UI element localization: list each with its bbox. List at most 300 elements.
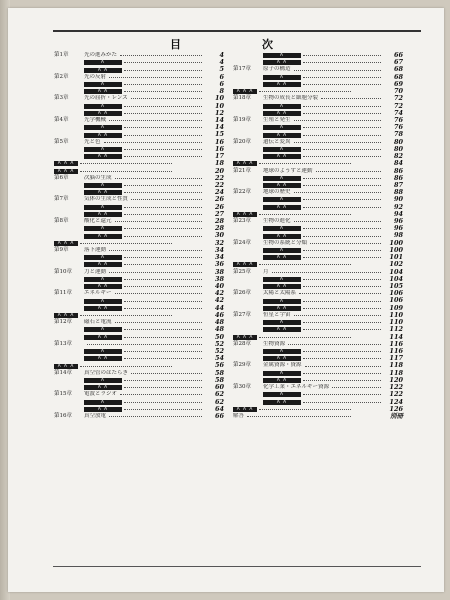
level-bar-single: A: [84, 277, 122, 282]
level-bar-double: A A: [263, 255, 301, 260]
toc-entry: [233, 247, 403, 254]
dot-leader: [115, 322, 202, 323]
toc-entry: [54, 391, 224, 398]
dot-leader: [303, 55, 381, 56]
level-bar-double: A A: [263, 111, 301, 116]
chapter-title: 生物の成長と細胞分裂: [263, 95, 319, 102]
toc-entry: [233, 168, 403, 175]
level-bar-leader: [263, 81, 383, 88]
entry-title-leader: [263, 269, 383, 276]
dot-leader: [321, 98, 381, 99]
page-number: 120: [389, 375, 403, 384]
toc-entry: [54, 131, 224, 138]
toc-entry: [233, 355, 403, 362]
level-bar-double: A A: [263, 378, 301, 383]
dot-leader: [131, 199, 202, 200]
page-number: 10: [214, 101, 224, 110]
dot-leader: [124, 329, 202, 330]
dot-leader: [120, 55, 202, 56]
dot-leader: [124, 264, 202, 265]
chapter-title: 遺伝と変異: [263, 138, 291, 145]
dot-leader: [115, 178, 202, 179]
level-bar-double: A A: [263, 154, 301, 159]
level-bar-single: A: [263, 226, 301, 231]
dot-leader: [303, 358, 381, 359]
entry-title-leader: [263, 117, 383, 124]
dot-leader: [303, 185, 381, 186]
dot-leader: [303, 257, 381, 258]
page-number: 6: [219, 72, 224, 81]
level-bar-leader: [84, 103, 204, 110]
chapter-number: 第13章: [54, 340, 72, 347]
level-bar-leader: [84, 146, 204, 153]
toc-entry: [54, 95, 224, 102]
chapter-number: 第22章: [233, 189, 251, 196]
chapter-number: 第19章: [233, 116, 251, 123]
level-bar-triple: A A A: [54, 364, 78, 369]
chapter-number: 第2章: [54, 73, 69, 80]
dot-leader: [294, 192, 381, 193]
dot-leader: [80, 315, 172, 316]
dot-leader: [124, 301, 202, 302]
level-bar-leader: [84, 377, 204, 384]
entry-title-leader: [84, 196, 204, 203]
dot-leader: [259, 214, 351, 215]
level-bar-double: A A: [84, 335, 122, 340]
chapter-number: 第8章: [54, 218, 69, 225]
chapter-number: 第1章: [54, 52, 69, 58]
toc-entry: [54, 88, 224, 95]
toc-entry: [233, 297, 403, 304]
level-bar-leader: [84, 225, 204, 232]
toc-entry: [54, 211, 224, 218]
level-bar-double: A A: [84, 111, 122, 116]
toc-entry: [233, 196, 403, 203]
dot-leader: [115, 293, 202, 294]
dot-leader: [124, 286, 202, 287]
level-bar-double: A A: [84, 356, 122, 361]
chapter-number: 第3章: [54, 95, 69, 102]
toc-entry: [233, 413, 403, 420]
level-bar-leader: [263, 377, 383, 384]
page-number: 14: [214, 115, 224, 124]
dot-leader: [120, 394, 202, 395]
level-bar-leader: [84, 399, 204, 406]
dot-leader: [109, 416, 202, 417]
chapter-number: 第15章: [54, 391, 72, 398]
dot-leader: [124, 207, 202, 208]
toc-entry: [233, 218, 403, 225]
entry-title-leader: [263, 218, 383, 225]
toc-entry: [233, 88, 403, 95]
dot-leader: [303, 113, 381, 114]
toc-entry: [233, 261, 403, 268]
level-bar-single: A: [84, 60, 122, 65]
entry-title-leader: [263, 139, 383, 146]
toc-entry: [54, 225, 224, 232]
level-bar-double: A A: [263, 234, 301, 239]
top-rule: [53, 30, 421, 32]
chapter-title: 生物資源: [263, 340, 286, 347]
dot-leader: [303, 62, 381, 63]
page-number: 92: [393, 202, 403, 211]
page-number: 58: [214, 375, 224, 384]
toc-entry: [54, 348, 224, 355]
entry-title-leader: [263, 189, 383, 196]
toc-entry: [54, 283, 224, 290]
dot-leader: [303, 329, 381, 330]
chapter-title: 生物の進化: [263, 218, 291, 225]
toc-entry: [54, 139, 224, 146]
dot-leader: [303, 77, 381, 78]
page-number: 80: [393, 137, 403, 146]
toc-entry: [233, 326, 403, 333]
chapter-title: 地球の歴史: [263, 189, 291, 196]
toc-entry: [54, 153, 224, 160]
chapter-number: 第21章: [233, 167, 251, 174]
level-bar-leader: [263, 297, 383, 304]
dot-leader: [294, 70, 381, 71]
page-number: 76: [393, 123, 403, 132]
dot-leader: [303, 178, 381, 179]
level-bar-leader: [263, 110, 383, 117]
dot-leader: [124, 192, 202, 193]
level-bar-triple: A A A: [233, 89, 257, 94]
toc-entry: [54, 204, 224, 211]
toc-entry: [233, 334, 403, 341]
toc-entry: [54, 269, 224, 276]
level-bar-leader: [263, 175, 383, 182]
toc-entry: [233, 391, 403, 398]
toc-entry: [233, 384, 403, 391]
dot-leader: [303, 199, 381, 200]
level-bar-double: A A: [263, 82, 301, 87]
dot-leader: [80, 163, 172, 164]
dot-leader: [124, 91, 202, 92]
toc-entry: [54, 160, 224, 167]
dot-leader: [303, 279, 381, 280]
toc-entry: [54, 355, 224, 362]
level-bar-leader: [263, 204, 383, 211]
page-number: 56: [214, 361, 224, 370]
dot-leader: [303, 322, 381, 323]
dot-leader: [247, 416, 351, 417]
dot-leader: [124, 149, 202, 150]
entry-title-leader: [84, 218, 204, 225]
level-bar-single: A: [263, 371, 301, 376]
level-bar-leader: [84, 276, 204, 283]
level-bar-leader: [233, 211, 353, 218]
level-bar-leader: [263, 319, 383, 326]
dot-leader: [124, 402, 202, 403]
page-number: 50: [214, 332, 224, 341]
level-bar-single: A: [84, 255, 122, 260]
page-number: 4: [219, 58, 224, 67]
dot-leader: [124, 106, 202, 107]
page-number: 26: [214, 195, 224, 204]
dot-leader: [124, 62, 202, 63]
toc-entry: [233, 283, 403, 290]
page-number: 12: [214, 108, 224, 117]
page-number: 101: [389, 253, 403, 262]
level-bar-leader: [233, 160, 353, 167]
toc-entry: [54, 124, 224, 131]
level-bar-single: A: [84, 400, 122, 405]
page-number: 44: [214, 303, 224, 312]
level-bar-triple: A A A: [54, 161, 78, 166]
dot-leader: [131, 98, 202, 99]
page-number: 96: [393, 217, 403, 226]
chapter-title: 光の屈折・レンズ: [84, 95, 128, 102]
dot-leader: [272, 272, 381, 273]
chapter-number: 第12章: [54, 319, 72, 326]
chapter-number: 第11章: [54, 290, 72, 297]
dot-leader: [109, 272, 202, 273]
level-bar-leader: [84, 59, 204, 66]
entry-title-leader: [84, 247, 204, 254]
page-number: 68: [393, 65, 403, 74]
entry-title-leader: [263, 341, 383, 348]
level-bar-leader: [84, 232, 204, 239]
level-bar-leader: [263, 232, 383, 239]
entry-title-leader: [84, 413, 204, 420]
chapter-title: 真空管のはたらき: [84, 369, 129, 376]
dot-leader: [303, 228, 381, 229]
chapter-number: 第14章: [54, 369, 72, 376]
level-bar-single: A: [84, 327, 122, 332]
dot-leader: [87, 344, 202, 345]
level-bar-leader: [263, 124, 383, 131]
dot-leader: [316, 171, 381, 172]
chapter-number: 第26章: [233, 290, 251, 297]
page-number: 58: [214, 368, 224, 377]
page-number: 24: [214, 188, 224, 197]
toc-entry: [54, 326, 224, 333]
toc-entry: [233, 290, 403, 297]
toc-entry: [54, 103, 224, 110]
page-number: 22: [214, 173, 224, 182]
entry-title-leader: [263, 95, 383, 102]
page-number: 8: [219, 87, 224, 96]
level-bar-leader: [54, 160, 174, 167]
page-number: 34: [214, 253, 224, 262]
chapter-title: エネルギー: [84, 290, 112, 297]
level-bar-leader: [84, 326, 204, 333]
entry-title-leader: [263, 312, 383, 319]
level-bar-triple: A A A: [233, 407, 257, 412]
level-bar-single: A: [263, 176, 301, 181]
page-number: 6: [219, 79, 224, 88]
dot-leader: [294, 142, 381, 143]
level-bar-single: A: [263, 75, 301, 80]
dot-leader: [303, 106, 381, 107]
dot-leader: [124, 279, 202, 280]
page-number: 14: [214, 123, 224, 132]
entry-title-leader: [84, 52, 204, 59]
toc-entry: [233, 124, 403, 131]
toc-entry: [233, 370, 403, 377]
level-bar-single: A: [263, 104, 301, 109]
dot-leader: [303, 207, 381, 208]
page-number: 88: [393, 188, 403, 197]
toc-entry: [233, 182, 403, 189]
toc-entry: [233, 81, 403, 88]
toc-entry: [54, 341, 224, 348]
page-number: 117: [389, 354, 403, 363]
page-number: 52: [214, 346, 224, 355]
level-bar-single: A: [263, 277, 301, 282]
page-number: 78: [393, 130, 403, 139]
toc-entry: [54, 370, 224, 377]
page-number: 69: [393, 79, 403, 88]
level-bar-leader: [84, 355, 204, 362]
toc-entry: [233, 204, 403, 211]
page-number: 104: [389, 267, 403, 276]
chapter-title: 太陽と太陽系: [263, 290, 297, 297]
dot-leader: [305, 366, 381, 367]
entry-title-leader: [263, 362, 383, 369]
level-bar-leader: [84, 348, 204, 355]
level-bar-triple: A A A: [54, 241, 78, 246]
level-bar-triple: A A A: [233, 335, 257, 340]
page-number: 28: [214, 224, 224, 233]
level-bar-leader: [263, 103, 383, 110]
dot-leader: [80, 243, 172, 244]
chapter-number: 第9章: [54, 246, 69, 253]
toc-entry: [54, 168, 224, 175]
level-bar-double: A A: [84, 89, 122, 94]
page-number: 48: [214, 325, 224, 334]
page-number: 34: [214, 245, 224, 254]
toc-entry: [54, 362, 224, 369]
page-number: 110: [389, 310, 403, 319]
entry-title-leader: [263, 168, 383, 175]
toc-entry: [233, 377, 403, 384]
chapter-title: 生殖と発生: [263, 116, 291, 123]
level-bar-single: A: [263, 349, 301, 354]
level-bar-double: A A: [84, 284, 122, 289]
page-number: 32: [214, 238, 224, 247]
dot-leader: [294, 315, 381, 316]
page-number: 10: [214, 94, 224, 103]
level-bar-double: A A: [84, 133, 122, 138]
entry-title-leader: [84, 74, 204, 81]
level-bar-leader: [263, 52, 383, 59]
dot-leader: [104, 142, 202, 143]
level-bar-single: A: [263, 147, 301, 152]
level-bar-single: A: [263, 197, 301, 202]
toc-entry: [233, 103, 403, 110]
chapter-number: 第29章: [233, 362, 251, 369]
toc-entry: [233, 160, 403, 167]
answer-title: 解答: [233, 412, 245, 419]
dot-leader: [310, 243, 381, 244]
level-bar-leader: [263, 131, 383, 138]
page-number: 86: [393, 173, 403, 182]
entry-title-leader: [263, 66, 383, 73]
dot-leader: [259, 264, 351, 265]
level-bar-single: A: [84, 147, 122, 152]
level-bar-double: A A: [84, 212, 122, 217]
page-number: 72: [393, 101, 403, 110]
page-number: 87: [393, 180, 403, 189]
level-bar-leader: [84, 189, 204, 196]
chapter-number: 第4章: [54, 116, 69, 123]
dot-leader: [124, 387, 202, 388]
level-bar-leader: [84, 211, 204, 218]
toc-entry: [54, 232, 224, 239]
dot-leader: [303, 380, 381, 381]
level-bar-single: A: [263, 53, 301, 58]
dot-leader: [303, 308, 381, 309]
level-bar-leader: [84, 283, 204, 290]
toc-entry: [233, 319, 403, 326]
chapter-number: 第18章: [233, 95, 251, 102]
page-number: 106: [389, 289, 403, 298]
page-number: 52: [214, 339, 224, 348]
chapter-title: 地球のようすと運動: [263, 167, 313, 174]
page-number: 66: [393, 51, 403, 59]
chapter-title: 落下運動: [84, 246, 107, 253]
toc-entry: [233, 52, 403, 59]
dot-leader: [303, 149, 381, 150]
level-bar-double: A A: [263, 205, 301, 210]
page-number: 84: [393, 159, 403, 168]
dot-leader: [80, 171, 172, 172]
dot-leader: [332, 387, 381, 388]
entry-title-leader: [84, 175, 204, 182]
dot-leader: [124, 351, 202, 352]
chapter-number: 第27章: [233, 311, 251, 318]
dot-leader: [131, 373, 202, 374]
level-bar-leader: [263, 391, 383, 398]
toc-entry: [233, 276, 403, 283]
chapter-title: 原子の構造: [263, 66, 291, 73]
dot-leader: [124, 236, 202, 237]
level-bar-single: A: [84, 183, 122, 188]
chapter-title: 恒星と宇宙: [263, 311, 291, 318]
level-bar-single: A: [84, 349, 122, 354]
chapter-title: 生物の系統と分類: [263, 239, 308, 246]
level-bar-leader: [263, 74, 383, 81]
level-bar-double: A A: [263, 400, 301, 405]
chapter-number: 第16章: [54, 412, 72, 419]
chapter-number: 第23章: [233, 218, 251, 225]
level-bar-leader: [263, 399, 383, 406]
level-bar-double: A A: [263, 327, 301, 332]
toc-entry: [233, 117, 403, 124]
page-number: 118: [389, 361, 403, 370]
entry-title-leader: [84, 139, 204, 146]
page-number: 40: [214, 282, 224, 290]
level-bar-leader: [263, 146, 383, 153]
chapter-title: 酸化と還元: [84, 218, 112, 225]
level-bar-leader: [263, 370, 383, 377]
toc-entry: [54, 146, 224, 153]
page-number: 67: [393, 58, 403, 67]
level-bar-double: A A: [263, 183, 301, 188]
entry-title-leader: [84, 391, 204, 398]
level-bar-triple: A A A: [54, 169, 78, 174]
page-number: 22: [214, 180, 224, 189]
dot-leader: [303, 301, 381, 302]
toc-column-left: [54, 52, 224, 420]
level-bar-double: A A: [84, 234, 122, 239]
chapter-number: 第25章: [233, 268, 251, 275]
level-bar-single: A: [263, 320, 301, 325]
dot-leader: [259, 163, 351, 164]
level-bar-leader: [84, 110, 204, 117]
